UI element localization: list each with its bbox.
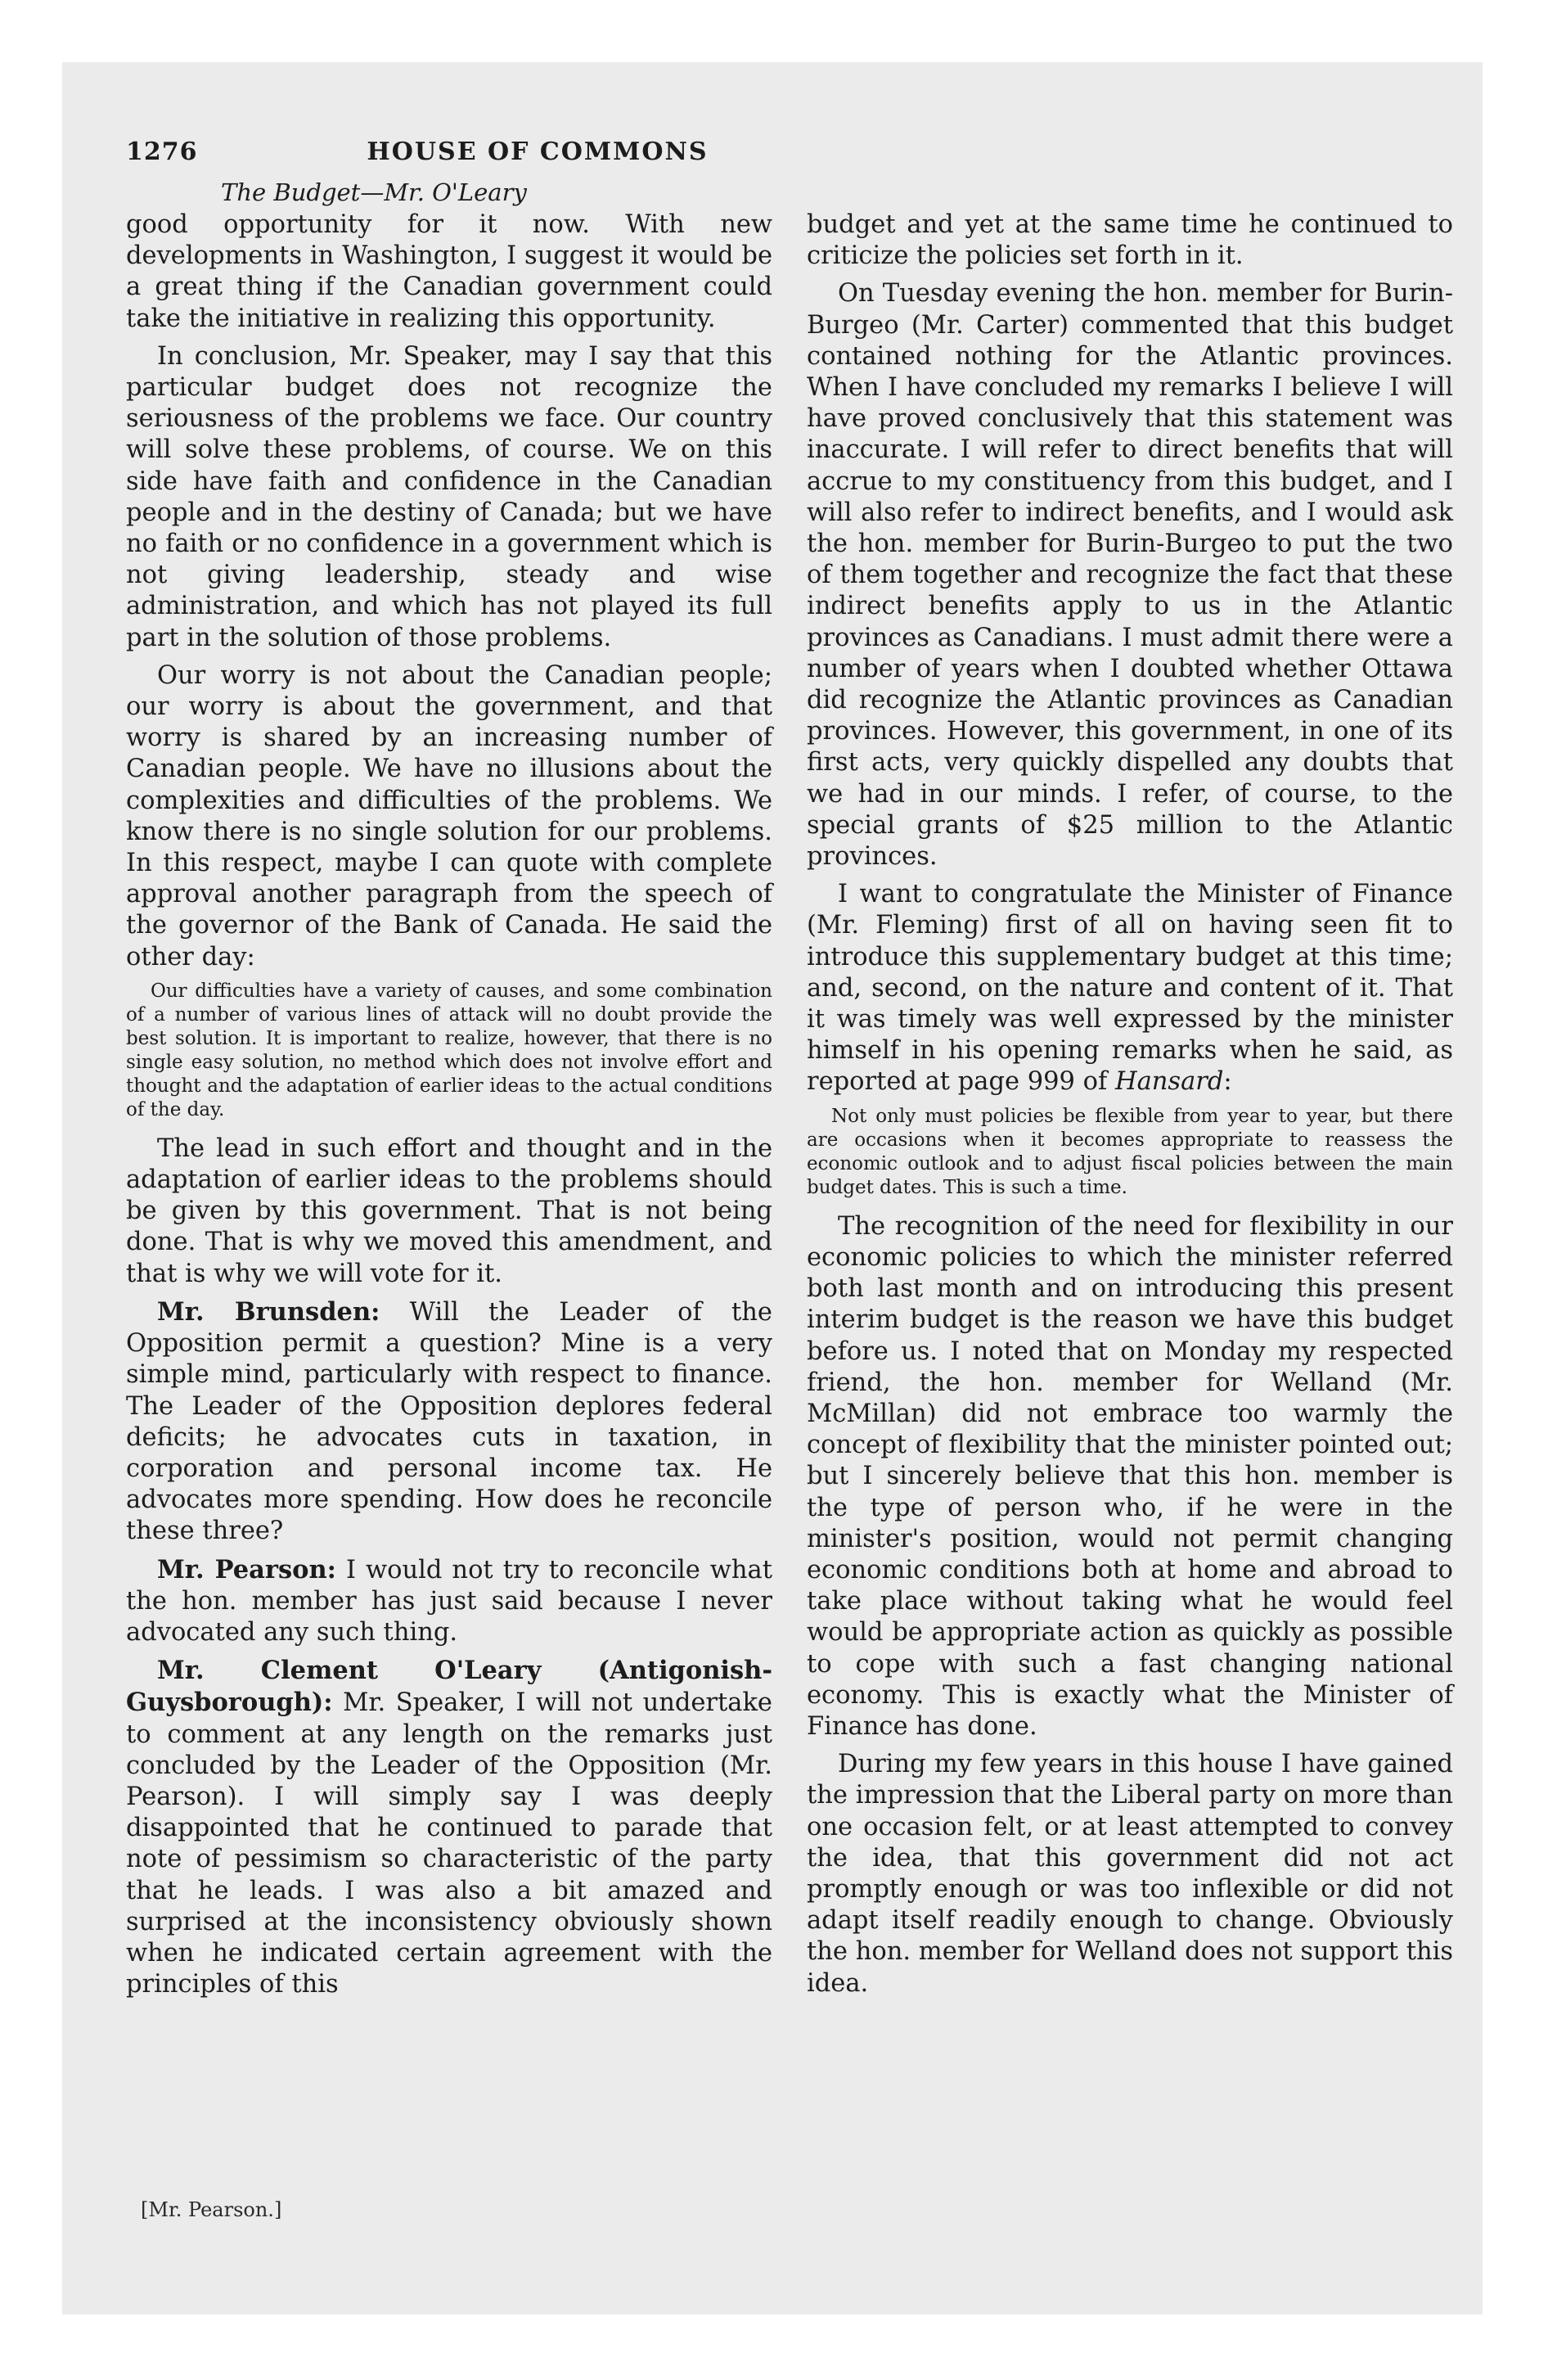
speech-oleary [126, 1655, 772, 2000]
paragraph: Our worry is not about the Canadian people; our worry is about the government, and that worry is shared by an increasing number of Canadian people. We have no illusions about the complexities and difficulties of the problems. We know there is no single solution for our problems. In this respect, maybe I can quote with complete approval another paragraph from the speech of the governor of the Bank of Canada. He said the other day: [126, 660, 772, 971]
page-number: 1276 [126, 137, 198, 166]
paragraph: budget and yet at the same time he continued to criticize the policies set forth in it. [807, 210, 1453, 271]
hansard-reference: Hansard [1115, 1067, 1224, 1097]
speaker-name: Mr. Clement O'Leary (Antigonish-Guysborough): [126, 1656, 772, 1718]
speech-pearson [126, 1554, 772, 1649]
punctuation: : [1223, 1067, 1232, 1097]
block-quote: Our difficulties have a variety of causes, and some combination of a number of various lines of attack will no doubt provide the best solution. It is important to realize, however, that there is no single easy solution, no method which does not involve effort and thought and the adaptation of earlier ideas to the actual conditions of the day. [126, 980, 772, 1120]
speech-text: Mr. Speaker, I will not undertake to comment at any length on the remarks just concluded by the Leader of the Opposition (Mr. Pearson). I will simply say I was deeply disappointed that he continued to parade that note of pessimism so characteristic of the party that he leads. I was also a bit amazed and surprised at the inconsistency obviously shown when he indicated certain agreement with the principles of this [126, 1688, 772, 1999]
right-column [807, 210, 1453, 2006]
speaker-name: Mr. Pearson: [157, 1554, 336, 1584]
paragraph: In conclusion, Mr. Speaker, may I say that this particular budget does not recognize the seriousness of the problems we face. Our country will solve these problems, of course. We on this side have faith and confidence in the Canadian people and in the destiny of Canada; but we have no faith or no confidence in a government which is not giving leadership, steady and wise administration, and which has not played its full part in the solution of those problems. [126, 341, 772, 652]
section-subheader: The Budget—Mr. O'Leary [221, 178, 527, 206]
page-header [126, 137, 949, 174]
paragraph-text: I want to congratulate the Minister of Finance (Mr. Fleming) first of all on having seen fit to introduce this supplementary budget at this time; and, second, on the nature and content of it. That it was timely was well expressed by the minister himself in his opening remarks when he said, as reported at page 999 of [807, 880, 1453, 1097]
paragraph: On Tuesday evening the hon. member for Burin-Burgeo (Mr. Carter) commented that this budget contained nothing for the Atlantic provinces. When I have concluded my remarks I believe I will have proved conclusively that this statement was inaccurate. I will refer to direct benefits that will accrue to my constituency from this budget, and I will also refer to indirect benefits, and I would ask the hon. member for Burin-Burgeo to put the two of them together and recognize the fact that these indirect benefits apply to us in the Atlantic provinces as Canadians. I must admit there were a number of years when I doubted whether Ottawa did recognize the Atlantic provinces as Canadian provinces. However, this government, in one of its first acts, very quickly dispelled any doubts that we had in our minds. I refer, of course, to the special grants of $25 million to the Atlantic provinces. [807, 279, 1453, 872]
paragraph: During my few years in this house I have gained the impression that the Liberal party on more than one occasion felt, or at least attempted to convey the idea, that this government did not act promptly enough or was too inflexible or did not adapt itself readily enough to change. Obviously the hon. member for Welland does not support this idea. [807, 1750, 1453, 1998]
paragraph: The recognition of the need for flexibility in our economic policies to which the minister referred both last month and on introducing this present interim budget is the reason we have this budget before us. I noted that on Monday my respected friend, the hon. member for Welland (Mr. McMillan) did not embrace too warmly the concept of flexibility that the minister pointed out; but I sincerely believe that this hon. member is the type of person who, if he were in the minister's position, would not permit changing economic conditions both at home and abroad to take place without taking what he would feel would be appropriate action as quickly as possible to cope with such a fast changing national economy. This is exactly what the Minister of Finance has done. [807, 1211, 1453, 1741]
speech-text: Will the Leader of the Opposition permit a question? Mine is a very simple mind, particularly with respect to finance. The Leader of the Opposition deplores federal deficits; he advocates cuts in taxation, in corporation and personal income tax. He advocates more spending. How does he reconcile these three? [126, 1297, 772, 1546]
paragraph: The lead in such effort and thought and in the adaptation of earlier ideas to the problems should be given by this government. That is not being done. That is why we moved this amendment, and that is why we will vote for it. [126, 1134, 772, 1288]
running-title: HOUSE OF COMMONS [367, 137, 709, 166]
block-quote: Not only must policies be flexible from year to year, but there are occasions when it becomes appropriate to reassess the economic outlook and to adjust fiscal policies between the main budget dates. This is such a time. [807, 1105, 1453, 1198]
speech-brunsden [126, 1296, 772, 1548]
speech-text: I would not try to reconcile what the hon. member has just said because I never advocated any such thing. [126, 1555, 773, 1647]
paragraph [807, 879, 1453, 1098]
paragraph: good opportunity for it now. With new developments in Washington, I suggest it would be a great thing if the Canadian government could take the initiative in realizing this opportunity. [126, 210, 772, 333]
left-column [126, 210, 772, 2007]
speaker-name: Mr. Brunsden: [157, 1296, 380, 1327]
page-footer: [Mr. Pearson.] [141, 2198, 282, 2221]
